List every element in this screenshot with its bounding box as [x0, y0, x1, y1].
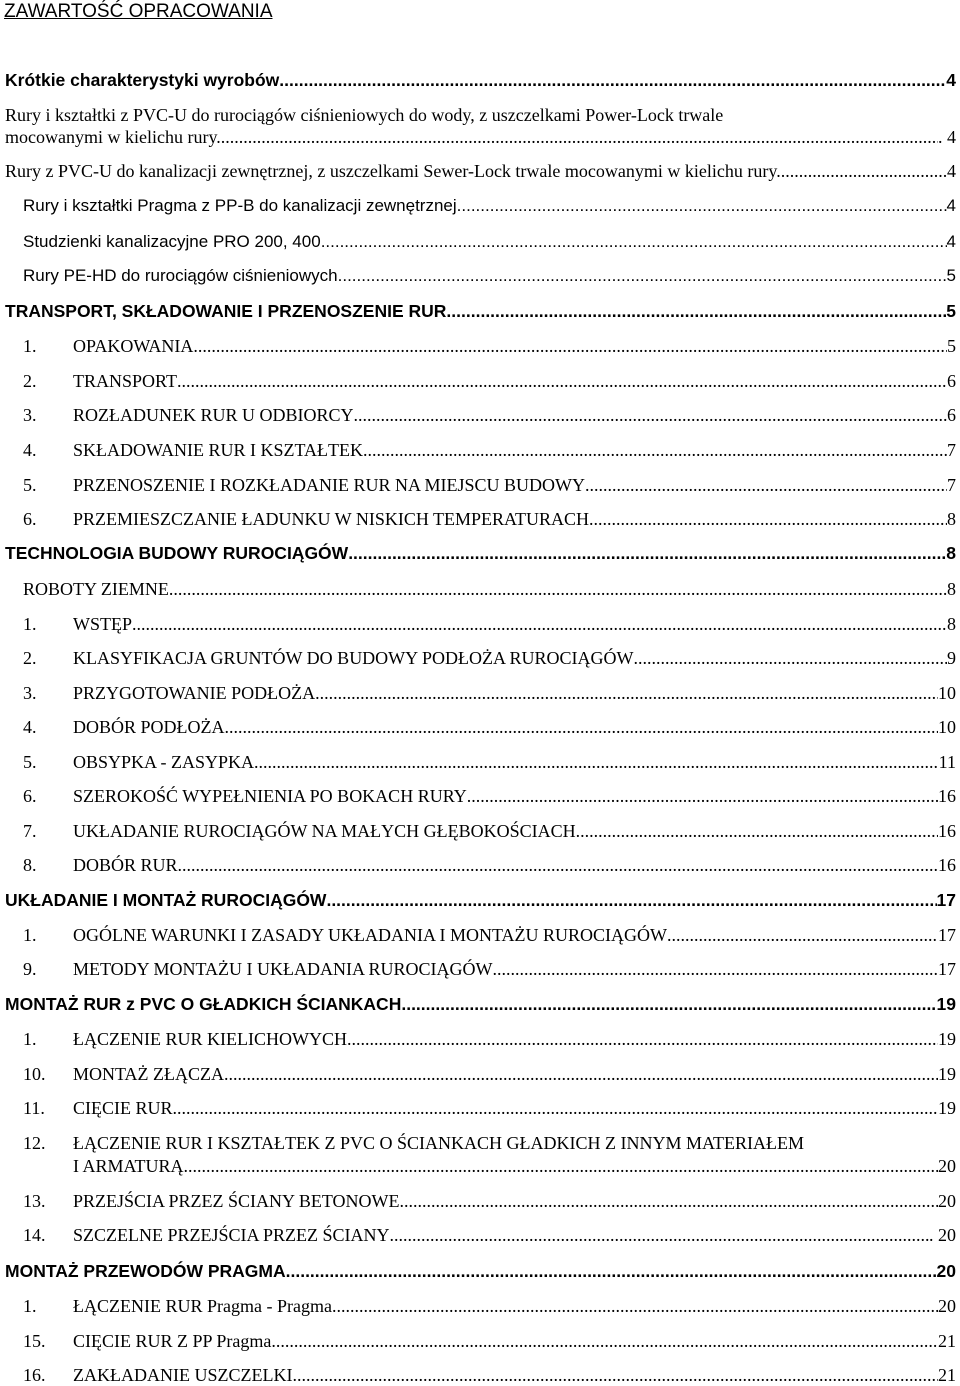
toc-entry[interactable] — [0, 717, 960, 738]
toc-entry-number: 13. — [23, 1191, 46, 1211]
toc-entry[interactable] — [0, 440, 960, 461]
toc-page-number: 5 — [946, 301, 956, 321]
toc-entry-number: 16. — [23, 1365, 46, 1385]
toc-entry-text: I ARMATURĄ — [73, 1156, 184, 1176]
toc-entry-number: 1. — [23, 336, 37, 356]
toc-page-number: 19 — [936, 994, 956, 1014]
toc-entry-text: PRZEJŚCIA PRZEZ ŚCIANY BETONOWE — [73, 1191, 400, 1211]
toc-entry-number: 10. — [23, 1064, 46, 1084]
toc-entry-text: DOBÓR RUR — [73, 855, 178, 875]
toc-page-number: 4 — [947, 161, 956, 181]
toc-entry-section[interactable] — [0, 70, 960, 91]
toc-entry[interactable] — [0, 1331, 960, 1352]
toc-entry-text: SZEROKOŚĆ WYPEŁNIENIA PO BOKACH RURY — [73, 786, 467, 806]
toc-entry-number: 12. — [23, 1133, 46, 1153]
toc-dot-leader — [193, 336, 947, 357]
toc-entry-number: 1. — [23, 614, 37, 634]
toc-entry[interactable] — [0, 614, 960, 635]
toc-entry-text: OPAKOWANIA — [73, 336, 194, 356]
toc-page-number: 17 — [938, 925, 956, 945]
toc-dot-leader — [169, 579, 947, 600]
toc-dot-leader — [286, 1261, 937, 1282]
toc-entry-text: ŁĄCZENIE RUR Pragma - Pragma — [73, 1296, 332, 1316]
toc-entry[interactable] — [0, 405, 960, 426]
toc-page-number: 17 — [938, 959, 956, 979]
toc-entry-number: 3. — [23, 683, 37, 703]
toc-page-number: 16 — [938, 821, 956, 841]
toc-page-number: 4 — [946, 232, 956, 251]
toc-dot-leader — [338, 266, 947, 286]
toc-entry-text: Rury i kształtki z PVC-U do rurociągów ciśnieniowych do wody, z uszczelkami Power-Lock trwale — [5, 105, 724, 125]
toc-entry-text: PRZENOSZENIE I ROZKŁADANIE RUR NA MIEJSCU BUDOWY — [73, 475, 585, 495]
toc-entry-text: Rury z PVC-U do kanalizacji zewnętrznej, z uszczelkami Sewer-Lock trwale mocowanymi w kielichu rury. — [5, 161, 781, 181]
toc-dot-leader — [446, 301, 946, 322]
toc-entry[interactable] — [0, 1133, 960, 1154]
toc-dot-leader — [177, 371, 947, 392]
toc-page-number: 9 — [947, 648, 956, 668]
toc-entry-text: PRZYGOTOWANIE PODŁOŻA — [73, 683, 316, 703]
toc-entry-number: 1. — [23, 925, 37, 945]
toc-entry[interactable] — [0, 752, 960, 773]
toc-entry[interactable] — [0, 648, 960, 669]
toc-page-number: 7 — [947, 440, 956, 460]
toc-entry-text: DOBÓR PODŁOŻA — [73, 717, 225, 737]
toc-dot-leader — [224, 1064, 938, 1085]
toc-entry-text: KLASYFIKACJA GRUNTÓW DO BUDOWY PODŁOŻA RUROCIĄGÓW — [73, 648, 634, 668]
toc-dot-leader — [315, 683, 938, 704]
toc-entry-number: 2. — [23, 371, 37, 391]
toc-page-number: . 4 — [938, 127, 956, 147]
toc-dot-leader — [634, 648, 947, 669]
toc-entry-number: 15. — [23, 1331, 46, 1351]
toc-dot-leader — [178, 855, 938, 876]
toc-page-number: 10 — [938, 717, 956, 737]
toc-entry-text: TRANSPORT — [73, 371, 177, 391]
toc-entry-text: WSTĘP — [73, 614, 133, 634]
toc-entry[interactable] — [0, 855, 960, 876]
toc-page-number: 10 — [938, 683, 956, 703]
toc-dot-leader — [279, 70, 946, 91]
toc-entry[interactable] — [0, 1191, 960, 1212]
toc-entry[interactable] — [0, 1225, 960, 1246]
toc-entry-number: 9. — [23, 959, 37, 979]
toc-page-number: 20 — [936, 1261, 956, 1281]
toc-entry[interactable] — [0, 925, 960, 946]
toc-dot-leader — [292, 1365, 938, 1386]
toc-entry-section[interactable] — [0, 543, 960, 564]
toc-entry-number: 2. — [23, 648, 37, 668]
toc-dot-leader — [390, 1225, 929, 1246]
toc-dot-leader — [348, 543, 946, 564]
toc-dot-leader — [321, 232, 947, 252]
toc-entry-text: ZAKŁADANIE USZCZELKI — [73, 1365, 293, 1385]
toc-entry-number: 4. — [23, 717, 37, 737]
toc-entry-text: CIĘCIE RUR — [73, 1098, 173, 1118]
toc-page-number: 8 — [947, 509, 956, 529]
toc-entry-text: SKŁADOWANIE RUR I KSZTAŁTEK — [73, 440, 364, 460]
toc-entry[interactable] — [0, 1296, 960, 1317]
toc-page-number: 8 — [947, 614, 956, 634]
toc-page-number: 20 — [938, 1296, 956, 1316]
toc-dot-leader — [363, 440, 947, 461]
toc-dot-leader — [254, 752, 939, 773]
toc-entry-text: MONTAŻ PRZEWODÓW PRAGMA — [5, 1261, 286, 1281]
toc-page-number: 21 — [938, 1331, 956, 1351]
toc-entry-text: OGÓLNE WARUNKI I ZASADY UKŁADANIA I MONTAŻU RUROCIĄGÓW — [73, 925, 668, 945]
toc-entry[interactable] — [0, 821, 960, 842]
toc-page-number: 19 — [938, 1029, 956, 1049]
toc-entry-text: mocowanymi w kielichu rury. — [5, 127, 221, 147]
toc-page-number: 5 — [946, 266, 956, 285]
toc-entry-text: UKŁADANIE RUROCIĄGÓW NA MAŁYCH GŁĘBOKOŚCIACH — [73, 821, 576, 841]
toc-entry-continuation[interactable] — [0, 1156, 960, 1177]
toc-dot-leader — [576, 821, 938, 842]
toc-entry-number: 11. — [23, 1098, 45, 1118]
toc-entry[interactable] — [0, 1365, 960, 1386]
toc-dot-leader — [132, 614, 947, 635]
toc-entry-text: Rury i kształtki Pragma z PP-B do kanalizacji zewnętrznej. — [23, 196, 462, 215]
toc-entry-text: TECHNOLOGIA BUDOWY RUROCIĄGÓW — [5, 543, 349, 563]
toc-dot-leader — [347, 1029, 938, 1050]
toc-entry[interactable] — [0, 579, 960, 600]
toc-entry[interactable] — [0, 336, 960, 357]
toc-page-number: 20 — [938, 1156, 956, 1176]
toc-entry[interactable] — [0, 1098, 960, 1119]
toc-entry-text: OBSYPKA - ZASYPKA — [73, 752, 255, 772]
toc-entry[interactable] — [0, 959, 960, 980]
toc-entry[interactable] — [0, 127, 960, 148]
toc-page-number: 7 — [947, 475, 956, 495]
toc-entry-number: 5. — [23, 752, 37, 772]
toc-page-number: 11 — [938, 752, 956, 772]
toc-entry[interactable] — [0, 232, 960, 252]
toc-dot-leader — [461, 196, 946, 216]
toc-page-number: 19 — [938, 1098, 956, 1118]
toc-entry-section[interactable] — [0, 1261, 960, 1282]
toc-entry[interactable] — [0, 683, 960, 704]
toc-entry-section[interactable] — [0, 890, 960, 911]
toc-entry-text: SZCZELNE PRZEJŚCIA PRZEZ ŚCIANY — [73, 1225, 390, 1245]
toc-dot-leader — [667, 925, 938, 946]
page-title: ZAWARTOŚĆ OPRACOWANIA — [4, 1, 273, 22]
toc-entry[interactable] — [0, 786, 960, 807]
toc-dot-leader — [326, 890, 936, 911]
toc-entry[interactable] — [0, 509, 960, 530]
toc-dot-leader — [225, 717, 938, 738]
toc-entry-number: 7. — [23, 821, 37, 841]
toc-page-number: 8 — [946, 543, 956, 563]
toc-entry-text: ŁĄCZENIE RUR KIELICHOWYCH — [73, 1029, 347, 1049]
toc-entry-text: UKŁADANIE I MONTAŻ RUROCIĄGÓW — [5, 890, 327, 910]
toc-entry-text: ROZŁADUNEK RUR U ODBIORCY — [73, 405, 354, 425]
toc-entry-text: ŁĄCZENIE RUR I KSZTAŁTEK Z PVC O ŚCIANKACH GŁADKICH Z INNYM MATERIAŁEM — [73, 1133, 805, 1153]
toc-page-number: 17 — [936, 890, 956, 910]
toc-dot-leader — [585, 475, 947, 496]
toc-entry-section[interactable] — [0, 301, 960, 322]
toc-entry[interactable] — [0, 475, 960, 496]
toc-dot-leader — [173, 1098, 938, 1119]
toc-entry-text: MONTAŻ ZŁĄCZA — [73, 1064, 225, 1084]
toc-dot-leader — [589, 509, 947, 530]
toc-entry[interactable] — [0, 161, 960, 182]
toc-entry-number: 6. — [23, 509, 37, 529]
toc-dot-leader — [781, 161, 947, 182]
toc-page-number: 4 — [946, 196, 956, 215]
toc-dot-leader — [271, 1331, 938, 1352]
toc-dot-leader — [221, 127, 938, 148]
toc-page-number: 8 — [947, 579, 956, 599]
toc-entry-number: 4. — [23, 440, 37, 460]
toc-page-number: 16 — [938, 855, 956, 875]
toc-dot-leader — [401, 994, 936, 1015]
toc-entry-text: Rury PE-HD do rurociągów ciśnieniowych — [23, 266, 338, 285]
toc-entry-number: 5. — [23, 475, 37, 495]
toc-page-number: 16 — [938, 786, 956, 806]
toc-page-number: 4 — [946, 70, 956, 90]
toc-entry[interactable] — [0, 266, 960, 286]
toc-page-number: 6 — [947, 371, 956, 391]
toc-entry-number: 3. — [23, 405, 37, 425]
toc-entry-text: CIĘCIE RUR Z PP Pragma — [73, 1331, 272, 1351]
toc-entry-number: 6. — [23, 786, 37, 806]
toc-entry-number: 1. — [23, 1296, 37, 1316]
toc-entry-number: 1. — [23, 1029, 37, 1049]
toc-page-number: 19 — [938, 1064, 956, 1084]
toc-dot-leader — [467, 786, 938, 807]
toc-entry-text: Krótkie charakterystyki wyrobów — [5, 70, 280, 90]
toc-entry[interactable] — [0, 371, 960, 392]
toc-entry-number: 8. — [23, 855, 37, 875]
toc-entry-text: ROBOTY ZIEMNE — [23, 579, 169, 599]
toc-entry-text: METODY MONTAŻU I UKŁADANIA RUROCIĄGÓW — [73, 959, 493, 979]
toc-page-number: 20 — [938, 1191, 956, 1211]
toc-page-number: 5 — [947, 336, 956, 356]
toc-entry[interactable] — [0, 1029, 960, 1050]
toc-dot-leader — [332, 1296, 938, 1317]
toc-entry-text: MONTAŻ RUR z PVC O GŁADKICH ŚCIANKACH — [5, 994, 402, 1014]
toc-entry-text: TRANSPORT, SKŁADOWANIE I PRZENOSZENIE RUR — [5, 301, 447, 321]
toc-entry-number: 14. — [23, 1225, 46, 1245]
toc-entry[interactable] — [0, 1064, 960, 1085]
toc-entry-text: PRZEMIESZCZANIE ŁADUNKU W NISKICH TEMPERATURACH — [73, 509, 590, 529]
toc-entry-text: Studzienki kanalizacyjne PRO 200, 400 — [23, 232, 321, 251]
toc-dot-leader — [354, 405, 947, 426]
toc-page-number: . 20 — [929, 1225, 956, 1245]
toc-page-number: 21 — [938, 1365, 956, 1385]
toc-dot-leader — [493, 959, 938, 980]
toc-dot-leader — [184, 1156, 938, 1177]
toc-entry[interactable] — [0, 196, 960, 216]
toc-page-number: 6 — [947, 405, 956, 425]
toc-dot-leader — [400, 1191, 938, 1212]
toc-entry-section[interactable] — [0, 994, 960, 1015]
